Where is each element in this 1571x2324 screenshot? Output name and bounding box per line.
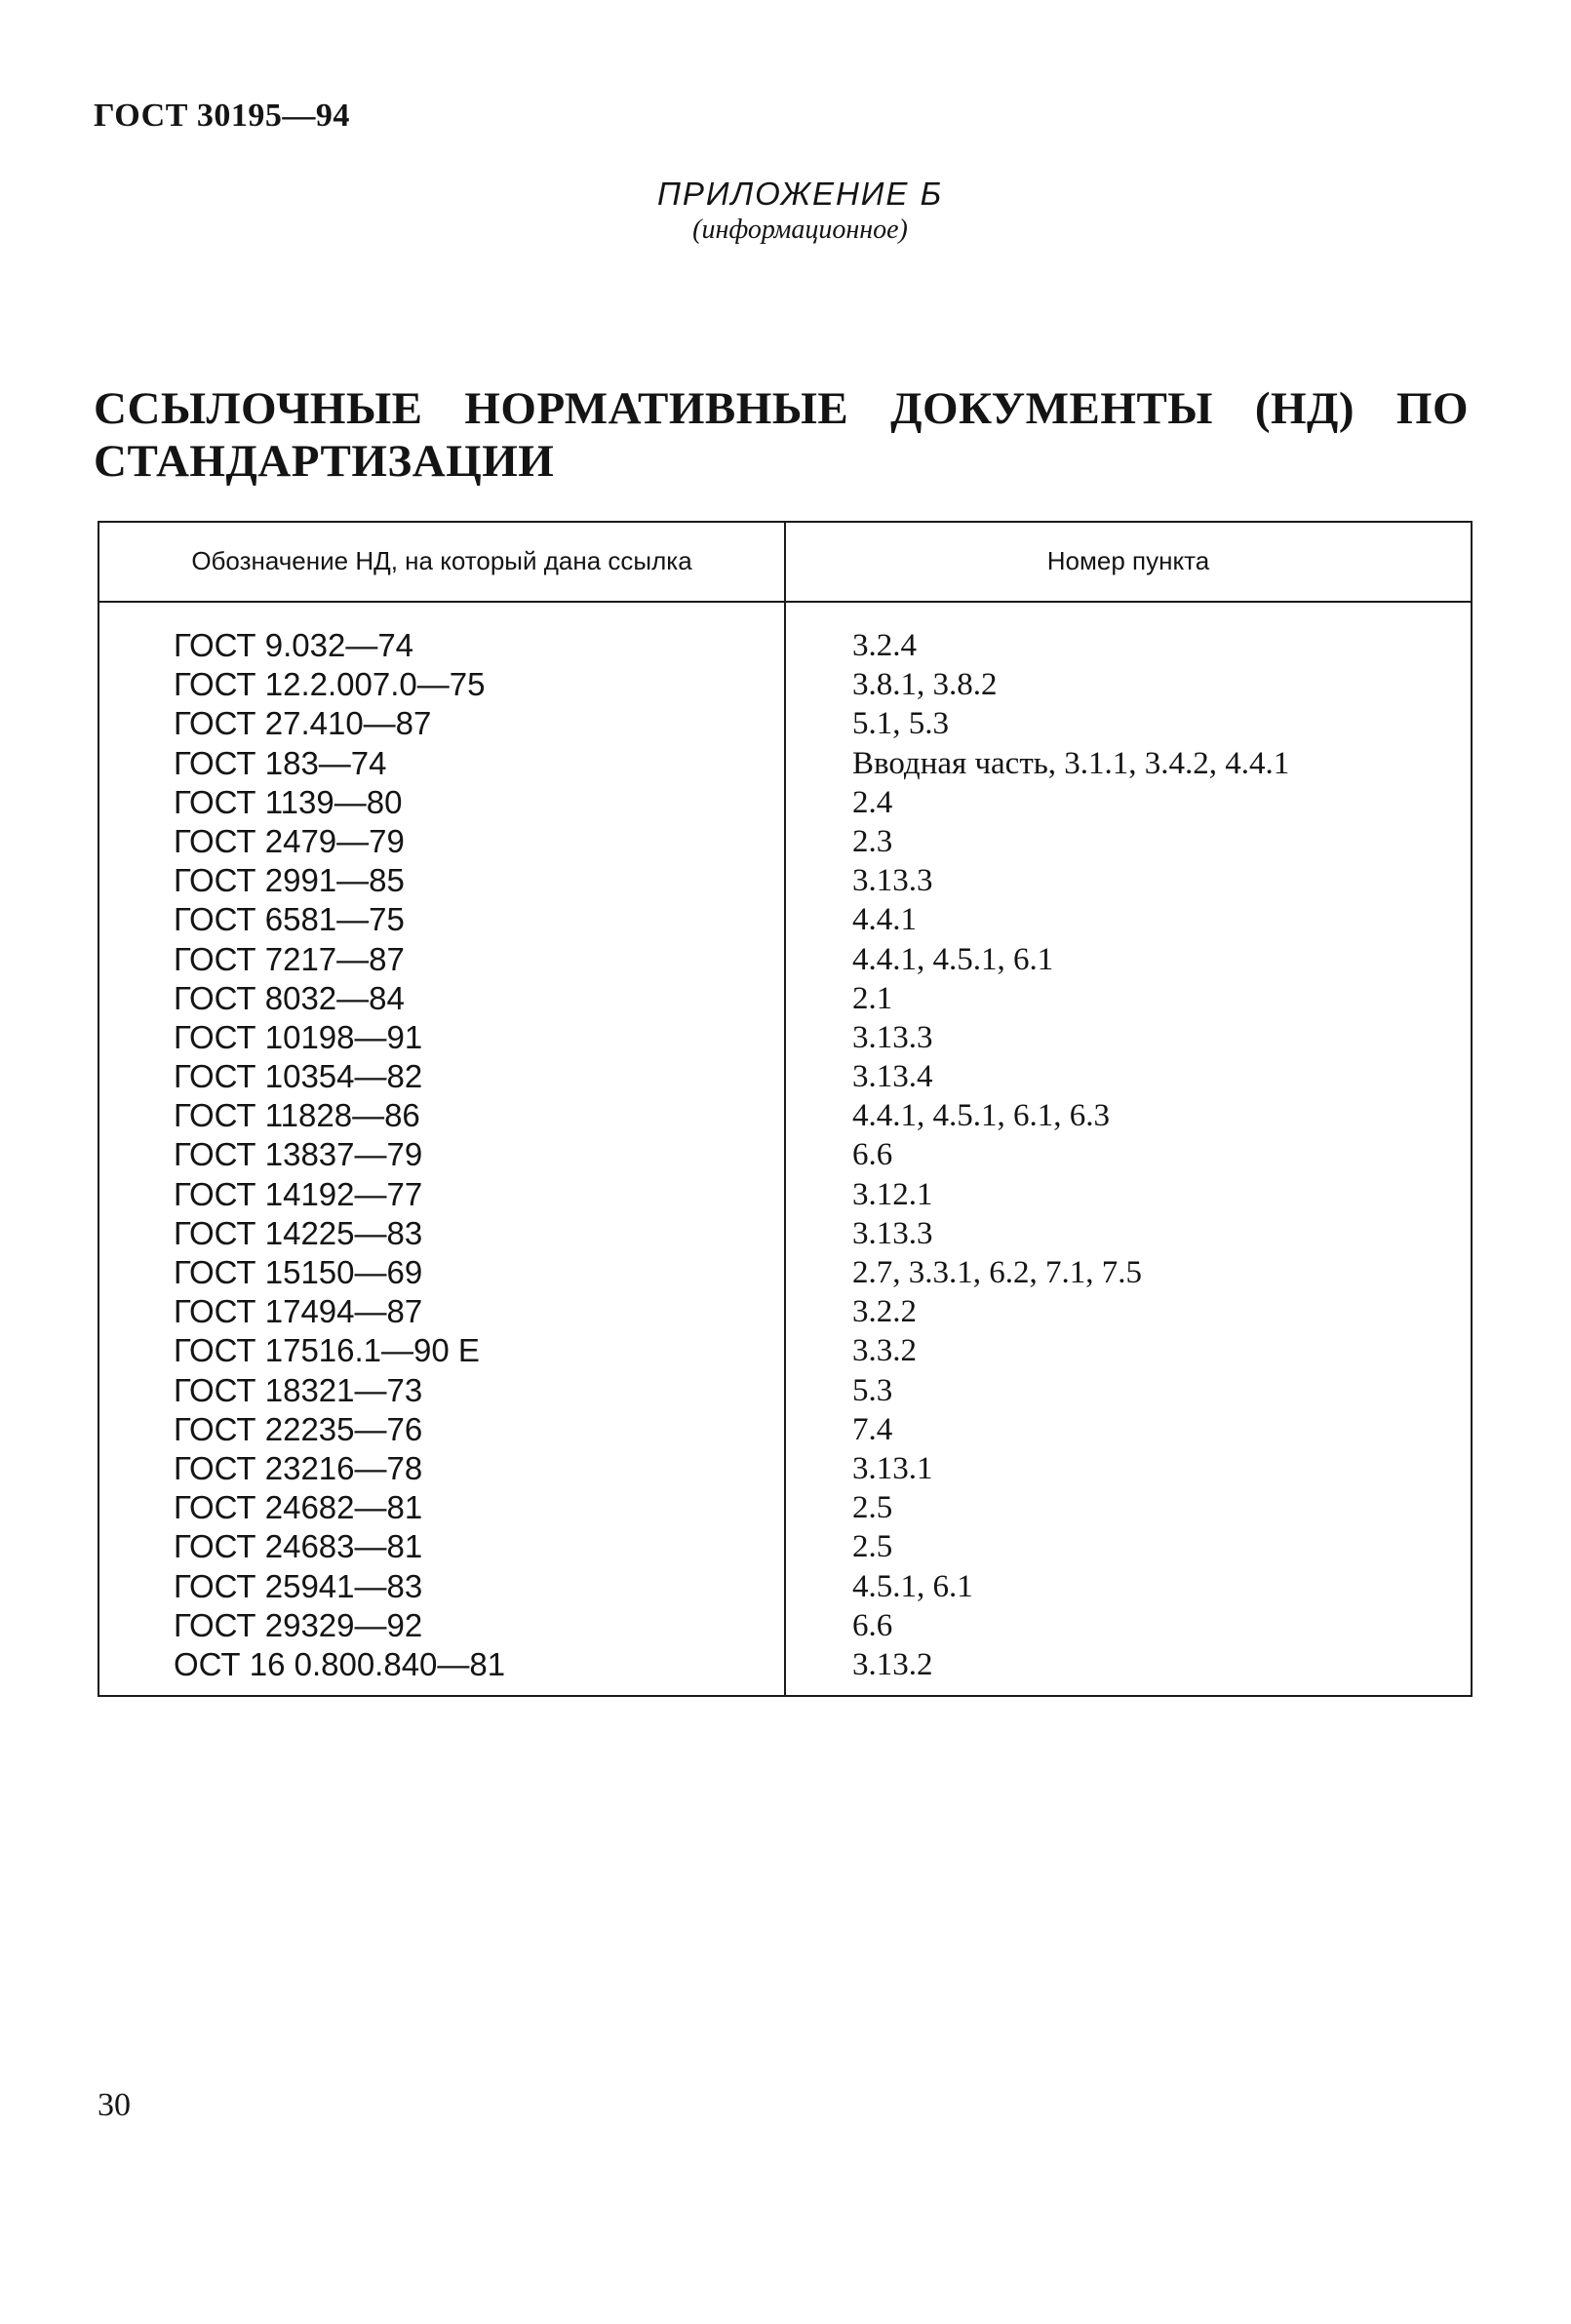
document-designation: ГОСТ 18321—73 [174,1371,423,1408]
table-row [99,1175,1471,1214]
table-row [99,783,1471,822]
clause-numbers: 6.6 [852,1607,893,1643]
table-row [99,704,1471,743]
clause-numbers: 3.2.2 [852,1294,917,1330]
clause-numbers: 3.8.1, 3.8.2 [852,667,998,703]
references-table [98,521,1473,1697]
table-row [99,900,1471,939]
clause-numbers: 3.3.2 [852,1333,917,1369]
appendix-title: ПРИЛОЖЕНИЕ Б [656,176,944,212]
table-row [99,1606,1471,1645]
document-designation: ГОСТ 8032—84 [174,979,405,1016]
document-designation: ГОСТ 14192—77 [174,1175,423,1212]
document-designation: ГОСТ 29329—92 [174,1606,423,1643]
clause-numbers: 2.5 [852,1490,893,1526]
table-row [99,1488,1471,1527]
clause-numbers: 5.3 [852,1372,893,1408]
document-designation: ГОСТ 2991—85 [174,862,405,899]
document-designation: ГОСТ 1139—80 [174,783,403,820]
document-code: ГОСТ 30195—94 [94,98,350,134]
document-designation: ГОСТ 23216—78 [174,1449,423,1486]
clause-numbers: 4.4.1, 4.5.1, 6.1, 6.3 [852,1098,1110,1134]
table-row [99,744,1471,783]
table-row [99,822,1471,861]
clause-numbers: 3.13.3 [852,863,933,899]
appendix-subtitle: (информационное) [692,215,908,245]
clause-numbers: 2.7, 3.3.1, 6.2, 7.1, 7.5 [852,1255,1142,1290]
table-body [99,626,1471,1684]
document-designation: ГОСТ 7217—87 [174,940,405,977]
clause-numbers: 3.13.3 [852,1019,933,1055]
document-designation: ГОСТ 10354—82 [174,1058,423,1095]
clause-numbers: 3.13.2 [852,1646,933,1682]
document-designation: ГОСТ 24683—81 [174,1528,423,1565]
document-designation: ГОСТ 9.032—74 [174,627,414,663]
table-row [99,1331,1471,1370]
clause-numbers: 6.6 [852,1137,893,1173]
page-title: ССЫЛОЧНЫЕ НОРМАТИВНЫЕ ДОКУМЕНТЫ (НД) ПО СТАНДАРТИЗАЦИИ [94,383,1469,487]
clause-numbers: 4.4.1, 4.5.1, 6.1 [852,941,1054,977]
table-row [99,1018,1471,1057]
clause-numbers: 3.13.4 [852,1059,933,1095]
document-designation: ГОСТ 17494—87 [174,1293,423,1330]
table-row [99,1527,1471,1566]
clause-numbers: 3.13.3 [852,1215,933,1251]
page-number: 30 [98,2087,131,2123]
document-designation: ГОСТ 6581—75 [174,901,405,938]
clause-numbers: 7.4 [852,1411,893,1447]
column-header-clause: Номер пункта [1046,546,1210,575]
document-designation: ГОСТ 25941—83 [174,1567,423,1604]
table-row [99,861,1471,900]
clause-numbers: 2.5 [852,1529,893,1565]
table-row [99,1135,1471,1174]
table-row [99,1645,1471,1684]
clause-numbers: 4.4.1 [852,902,917,938]
clause-numbers: 4.5.1, 6.1 [852,1568,973,1604]
document-designation: ГОСТ 24682—81 [174,1489,423,1526]
table-row [99,940,1471,979]
document-designation: ГОСТ 2479—79 [174,822,405,859]
clause-numbers: 2.4 [852,784,893,820]
document-designation: ГОСТ 12.2.007.0—75 [174,666,486,703]
clause-numbers: 3.13.1 [852,1450,933,1486]
table-row [99,1449,1471,1488]
clause-numbers: 5.1, 5.3 [852,706,949,742]
clause-numbers: 2.1 [852,980,893,1016]
appendix-block [0,176,1571,246]
table-row [99,1253,1471,1292]
document-designation: ГОСТ 10198—91 [174,1018,423,1055]
document-designation: ОСТ 16 0.800.840—81 [174,1645,506,1682]
column-header-designation: Обозначение НД, на который дана ссылка [191,546,692,575]
table-row [99,1214,1471,1253]
document-designation: ГОСТ 17516.1—90 Е [174,1332,480,1369]
clause-numbers: Вводная часть, 3.1.1, 3.4.2, 4.4.1 [852,745,1290,781]
table-row [99,665,1471,704]
table-row [99,1057,1471,1096]
document-designation: ГОСТ 27.410—87 [174,705,432,742]
table-row [99,1096,1471,1135]
clause-numbers: 3.2.4 [852,628,917,663]
header-rule [99,601,1471,603]
table-row [99,1292,1471,1331]
table-row [99,1371,1471,1410]
document-designation: ГОСТ 22235—76 [174,1410,423,1447]
document-designation: ГОСТ 11828—86 [174,1097,420,1134]
document-designation: ГОСТ 14225—83 [174,1214,423,1251]
table-row [99,626,1471,665]
clause-numbers: 2.3 [852,823,893,859]
document-designation: ГОСТ 13837—79 [174,1136,423,1173]
table-row [99,1410,1471,1449]
document-designation: ГОСТ 15150—69 [174,1254,423,1290]
table-row [99,1567,1471,1606]
clause-numbers: 3.12.1 [852,1176,933,1212]
table-row [99,979,1471,1018]
document-designation: ГОСТ 183—74 [174,744,387,781]
